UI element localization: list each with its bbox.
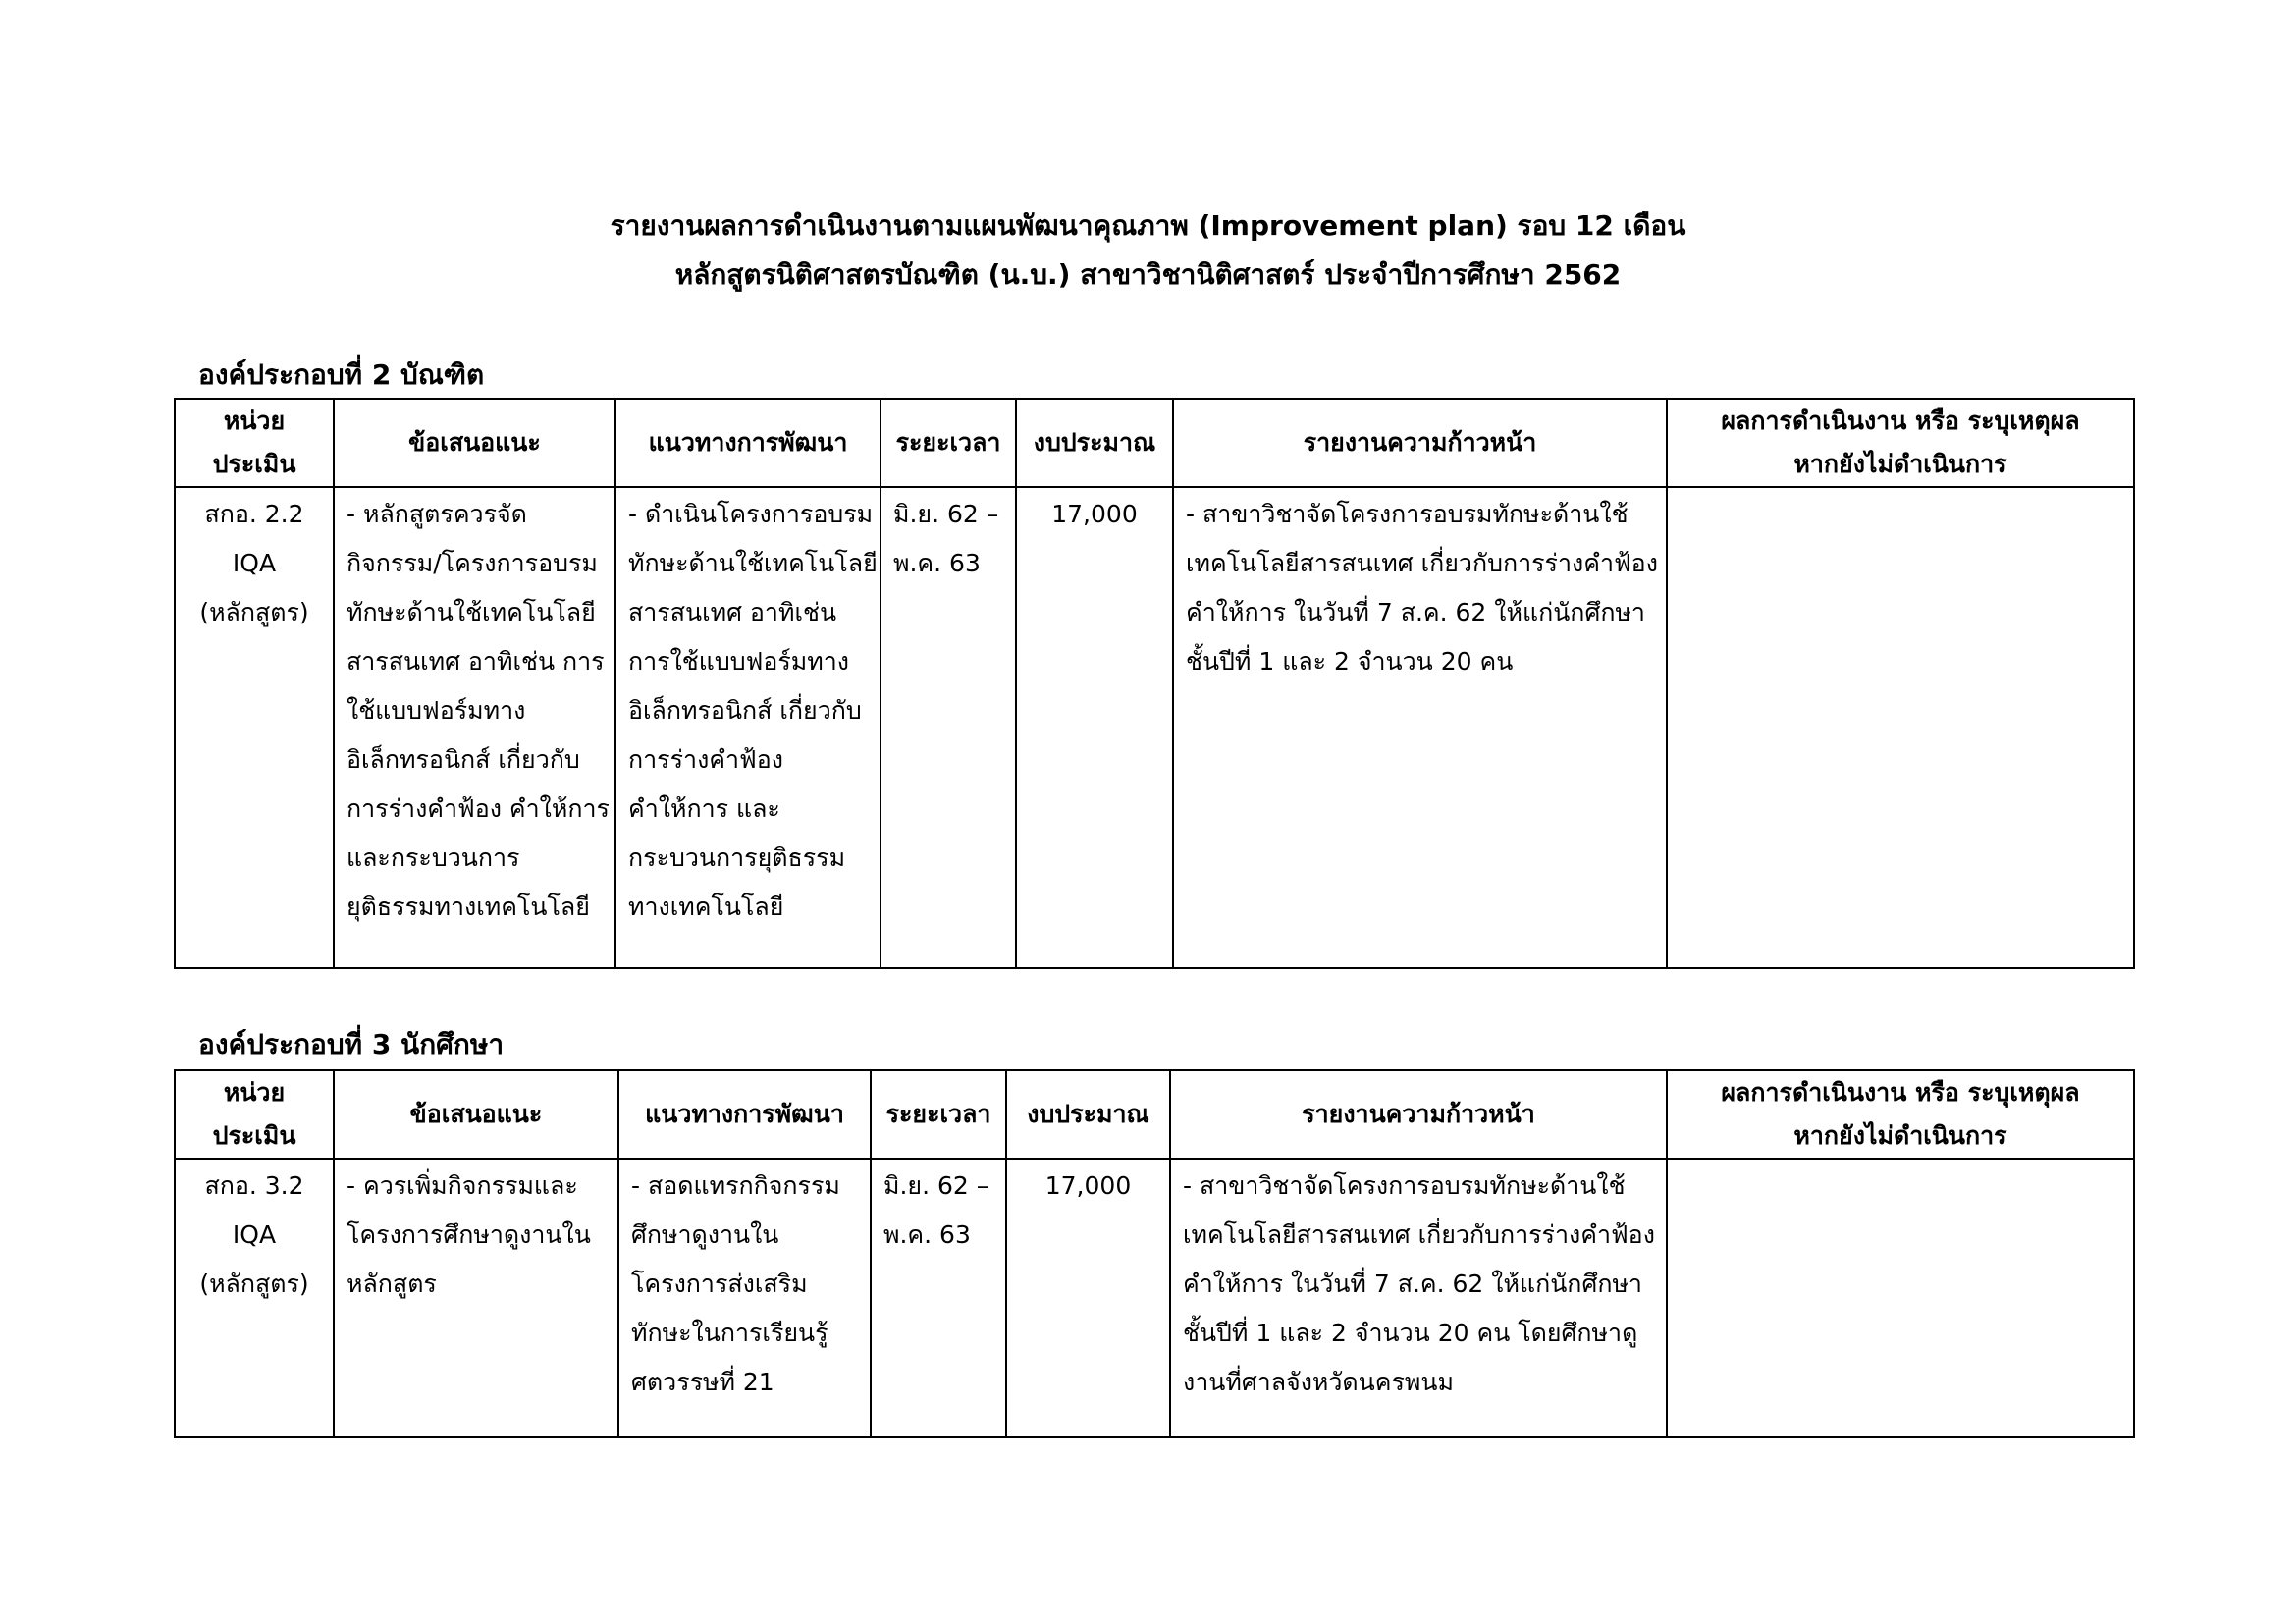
text-line: กิจกรรม/โครงการอบรม — [347, 549, 598, 577]
table-header-row — [175, 1070, 2134, 1159]
header-suggestion: ข้อเสนอแนะ — [334, 1070, 618, 1159]
text-line: โครงการศึกษาดูงานใน — [347, 1220, 591, 1249]
cell-result — [1667, 487, 2134, 968]
text-line: ศึกษาดูงานใน — [631, 1220, 779, 1249]
section-title-component-2: องค์ประกอบที่ 2 บัณฑิต — [198, 358, 485, 391]
text-line: - สาขาวิชาจัดโครงการอบรมทักษะด้านใช้ — [1186, 500, 1629, 528]
text-line: งานที่ศาลจังหวัดนครพนม — [1183, 1368, 1454, 1396]
header-period: ระยะเวลา — [871, 1070, 1006, 1159]
text-line: สารสนเทศ อาทิเช่น — [628, 598, 837, 626]
header-result-line-1: ผลการดำเนินงาน หรือ ระบุเหตุผล — [1721, 1078, 2080, 1107]
text-line: มิ.ย. 62 – — [893, 500, 999, 528]
text-line: มิ.ย. 62 – — [883, 1171, 989, 1200]
cell-period — [881, 487, 1016, 968]
header-progress: รายงานความก้าวหน้า — [1173, 399, 1667, 487]
text-line: IQA — [232, 549, 277, 577]
cell-unit — [175, 487, 334, 968]
header-result-line-2: หากยังไม่ดำเนินการ — [1793, 1121, 2007, 1150]
header-unit — [175, 1070, 334, 1159]
text-line: - ควรเพิ่มกิจกรรมและ — [347, 1171, 578, 1200]
text-line: อิเล็กทรอนิกส์ เกี่ยวกับ — [347, 745, 580, 774]
text-line: เทคโนโลยีสารสนเทศ เกี่ยวกับการร่างคำฟ้อง — [1183, 1220, 1655, 1249]
header-progress: รายงานความก้าวหน้า — [1170, 1070, 1667, 1159]
text-line: ทักษะในการเรียนรู้ — [631, 1319, 828, 1347]
cell-approach — [618, 1159, 871, 1437]
cell-period — [871, 1159, 1006, 1437]
cell-suggestion — [334, 487, 615, 968]
text-line: สกอ. 2.2 — [204, 500, 304, 528]
text-line: พ.ค. 63 — [893, 549, 981, 577]
text-line: คำให้การ ในวันที่ 7 ส.ค. 62 ให้แก่นักศึกษา — [1186, 598, 1645, 626]
header-result-line-2: หากยังไม่ดำเนินการ — [1793, 450, 2007, 478]
report-title-line-2: หลักสูตรนิติศาสตรบัณฑิต (น.บ.) สาขาวิชานิติศาสตร์ ประจำปีการศึกษา 2562 — [674, 258, 1622, 291]
budget-value: 17,000 — [1051, 500, 1138, 528]
header-budget: งบประมาณ — [1016, 399, 1173, 487]
header-suggestion: ข้อเสนอแนะ — [334, 399, 615, 487]
header-period: ระยะเวลา — [881, 399, 1016, 487]
report-title-line-1: รายงานผลการดำเนินงานตามแผนพัฒนาคุณภาพ (Improvement plan) รอบ 12 เดือน — [610, 209, 1686, 242]
text-line: หลักสูตร — [347, 1270, 437, 1298]
header-approach: แนวทางการพัฒนา — [615, 399, 881, 487]
text-line: คำให้การ และ — [628, 794, 780, 823]
cell-result — [1667, 1159, 2134, 1437]
table-header-row — [175, 399, 2134, 487]
text-line: - สอดแทรกกิจกรรม — [631, 1171, 840, 1200]
table-row — [175, 487, 2134, 968]
cell-unit — [175, 1159, 334, 1437]
text-line: - สาขาวิชาจัดโครงการอบรมทักษะด้านใช้ — [1183, 1171, 1626, 1200]
header-unit — [175, 399, 334, 487]
text-line: เทคโนโลยีสารสนเทศ เกี่ยวกับการร่างคำฟ้อง — [1186, 549, 1658, 577]
text-line: ชั้นปีที่ 1 และ 2 จำนวน 20 คน โดยศึกษาดู — [1183, 1319, 1638, 1347]
text-line: อิเล็กทรอนิกส์ เกี่ยวกับ — [628, 696, 862, 725]
text-line: โครงการส่งเสริม — [631, 1270, 808, 1298]
section-title-component-3: องค์ประกอบที่ 3 นักศึกษา — [198, 1028, 505, 1060]
cell-progress — [1170, 1159, 1667, 1437]
text-line: การร่างคำฟ้อง — [628, 745, 783, 774]
header-unit-line-2: ประเมิน — [212, 450, 296, 478]
text-line: สารสนเทศ อาทิเช่น การ — [347, 647, 605, 676]
cell-progress — [1173, 487, 1667, 968]
result-value — [1680, 488, 2121, 490]
text-line: (หลักสูตร) — [199, 598, 309, 626]
budget-value: 17,000 — [1044, 1171, 1132, 1200]
table-row — [175, 1159, 2134, 1437]
text-line: ทักษะด้านใช้เทคโนโลยี — [347, 598, 596, 626]
improvement-table-component-3 — [174, 1069, 2135, 1438]
header-unit-line-1: หน่วย — [223, 406, 286, 435]
text-line: ทางเทคโนโลยี — [628, 893, 784, 921]
cell-budget — [1006, 1159, 1170, 1437]
cell-budget — [1016, 487, 1173, 968]
header-unit-line-1: หน่วย — [223, 1078, 286, 1107]
text-line: กระบวนการยุติธรรม — [628, 843, 846, 872]
header-result — [1667, 1070, 2134, 1159]
text-line: ทักษะด้านใช้เทคโนโลยี — [628, 549, 878, 577]
header-approach: แนวทางการพัฒนา — [618, 1070, 871, 1159]
cell-suggestion — [334, 1159, 618, 1437]
text-line: - ดำเนินโครงการอบรม — [628, 500, 874, 528]
text-line: ชั้นปีที่ 1 และ 2 จำนวน 20 คน — [1186, 647, 1514, 676]
result-value — [1680, 1160, 2121, 1162]
cell-approach — [615, 487, 881, 968]
text-line: และกระบวนการ — [347, 843, 520, 872]
text-line: ยุติธรรมทางเทคโนโลยี — [347, 893, 590, 921]
improvement-table-component-2 — [174, 398, 2135, 969]
text-line: การใช้แบบฟอร์มทาง — [628, 647, 849, 676]
text-line: IQA — [232, 1220, 277, 1249]
text-line: พ.ค. 63 — [883, 1220, 971, 1249]
text-line: - หลักสูตรควรจัด — [347, 500, 527, 528]
header-result — [1667, 399, 2134, 487]
header-budget: งบประมาณ — [1006, 1070, 1170, 1159]
header-unit-line-2: ประเมิน — [212, 1121, 296, 1150]
text-line: ใช้แบบฟอร์มทาง — [347, 696, 526, 725]
header-result-line-1: ผลการดำเนินงาน หรือ ระบุเหตุผล — [1721, 406, 2080, 435]
text-line: สกอ. 3.2 — [204, 1171, 304, 1200]
text-line: (หลักสูตร) — [199, 1270, 309, 1298]
text-line: ศตวรรษที่ 21 — [631, 1368, 774, 1396]
text-line: การร่างคำฟ้อง คำให้การ — [347, 794, 610, 823]
text-line: คำให้การ ในวันที่ 7 ส.ค. 62 ให้แก่นักศึกษา — [1183, 1270, 1642, 1298]
